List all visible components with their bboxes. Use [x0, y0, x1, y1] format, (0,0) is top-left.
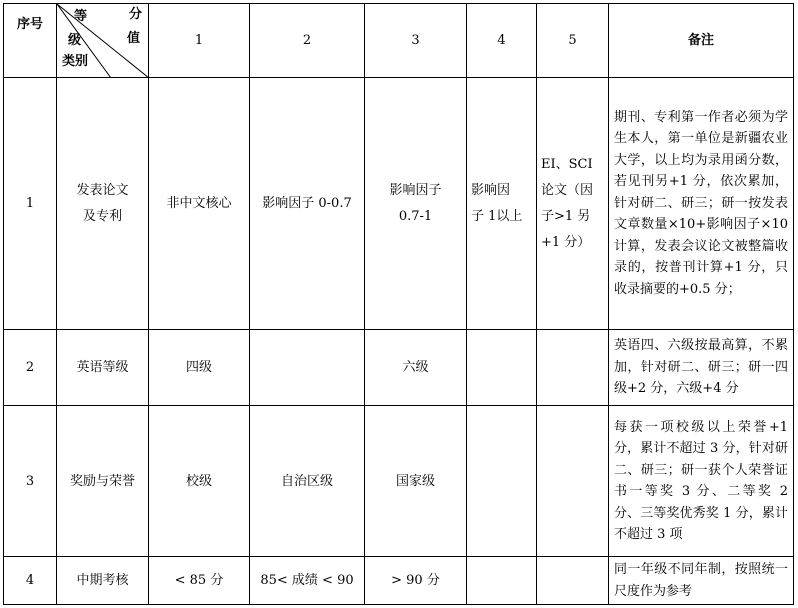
row-remark: 同一年级不同年制，按照统一尺度作为参考 [609, 557, 794, 605]
table-row [4, 330, 794, 406]
row-category: 中期考核 [57, 557, 149, 605]
row-cell-level-4 [467, 557, 537, 605]
header-diag-mid-right: 值 [127, 31, 141, 46]
header-level-5: 5 [537, 4, 609, 78]
row-remark: 每获一项校级以上荣誉+1分，累计不超过 3 分，针对研二、研三；研一获个人荣誉证书一等奖 3 分、二等奖 2 分、三等奖优秀奖 1 分，累计不超过 3 项 [609, 406, 794, 557]
row-category: 英语等级 [57, 330, 149, 406]
row-remark: 英语四、六级按最高算，不累加，针对研二、研三；研一四级+2 分，六级+4 分 [609, 330, 794, 406]
row-cell-level-5: EI、SCI 论文（因 子>1 另 +1 分） [537, 78, 609, 330]
row-cell-level-2 [250, 330, 365, 406]
row-cell-level-3: 国家级 [365, 406, 467, 557]
row-cell-level-2: 自治区级 [250, 406, 365, 557]
row-cell-level-5 [537, 406, 609, 557]
header-level-1: 1 [149, 4, 250, 78]
row-remark: 期刊、专利第一作者必须为学生本人，第一单位是新疆农业大学，以上均为录用函分数，若见刊另+1 分，依次累加，针对研二、研三；研一按发表文章数量×10+影响因子×10 计算，发表会议论文被整篇收录的，按普刊计算+1 分，只收录摘要的+0.5 分； [609, 78, 794, 330]
header-row [4, 4, 794, 78]
row-cell-level-3: 影响因子 0.7-1 [365, 78, 467, 330]
row-cell-level-4: 影响因 子 1以上 [467, 78, 537, 330]
row-cell-level-5 [537, 557, 609, 605]
header-level-3: 3 [365, 4, 467, 78]
row-cell-level-1: 非中文核心 [149, 78, 250, 330]
table-row [4, 406, 794, 557]
row-cell-level-3: > 90 分 [365, 557, 467, 605]
row-index: 1 [4, 78, 57, 330]
row-cell-level-4 [467, 406, 537, 557]
scoring-table [3, 3, 794, 605]
row-cell-level-1: < 85 分 [149, 557, 250, 605]
table-row [4, 557, 794, 605]
table-row [4, 78, 794, 330]
row-index: 3 [4, 406, 57, 557]
row-cell-level-1: 校级 [149, 406, 250, 557]
row-category: 发表论文 及专利 [57, 78, 149, 330]
row-cell-level-4 [467, 330, 537, 406]
row-cell-level-2: 影响因子 0-0.7 [250, 78, 365, 330]
row-cell-level-3: 六级 [365, 330, 467, 406]
header-diagonal-cell [57, 4, 149, 78]
row-index: 2 [4, 330, 57, 406]
header-index: 序号 [4, 4, 57, 78]
row-cell-level-2: 85< 成绩 < 90 [250, 557, 365, 605]
row-index: 4 [4, 557, 57, 605]
row-cell-level-1: 四级 [149, 330, 250, 406]
header-diag-top-right: 分 [129, 7, 143, 22]
header-diag-mid-left: 级 [68, 33, 82, 48]
header-diag-top-left: 等 [74, 9, 88, 24]
header-diag-bottom: 类别 [62, 54, 89, 69]
header-level-2: 2 [250, 4, 365, 78]
row-category: 奖励与荣誉 [57, 406, 149, 557]
header-level-4: 4 [467, 4, 537, 78]
row-cell-level-5 [537, 330, 609, 406]
header-remark: 备注 [609, 4, 794, 78]
